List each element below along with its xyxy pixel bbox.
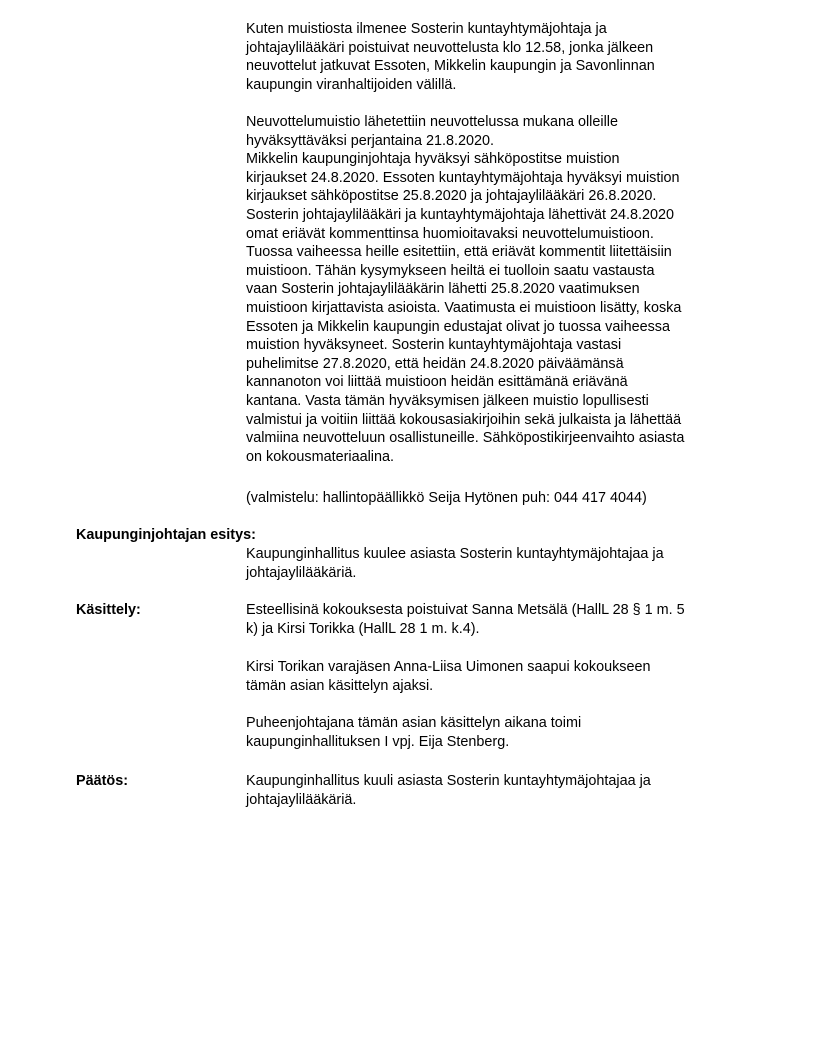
decision-text	[246, 772, 746, 809]
text-line: valmiina neuvotteluun osallistuneille. Sähköpostikirjeenvaihto asiasta	[246, 430, 685, 447]
intro-paragraph-1	[246, 20, 746, 94]
text-line: hyväksyttäväksi perjantaina 21.8.2020.	[246, 132, 494, 149]
handling-paragraph-1	[246, 601, 746, 638]
text-line: Essoten ja Mikkelin kaupungin edustajat olivat jo tuossa vaiheessa	[246, 318, 670, 335]
text-line: kaupunginhallituksen I vpj. Eija Stenberg.	[246, 733, 510, 750]
proposal-text	[246, 545, 746, 582]
text-line: Esteellisinä kokouksesta poistuivat Sanna Metsälä (HallL 28 § 1 m. 5	[246, 602, 685, 618]
text-line: neuvottelut jatkuvat Essoten, Mikkelin kaupungin ja Savonlinnan	[246, 58, 655, 75]
text-line: Kaupunginhallitus kuulee asiasta Sosterin kuntayhtymäjohtajaa ja	[246, 546, 664, 562]
text-line: omat eriävät kommenttinsa huomioitavaksi neuvottelumuistioon.	[246, 225, 654, 242]
text-line: Mikkelin kaupunginjohtaja hyväksyi sähköpostitse muistion	[246, 151, 620, 168]
text-line: k) ja Kirsi Torikka (HallL 28 1 m. k.4).	[246, 620, 480, 637]
text-line: kirjaukset 24.8.2020. Essoten kuntayhtymäjohtaja hyväksyi muistion	[246, 169, 680, 186]
text-line: Tuossa vaiheessa heille esitettiin, että eriävät kommentit liitettäisiin	[246, 244, 672, 261]
text-line: on kokousmateriaalina.	[246, 448, 394, 465]
text-line: kaupungin viranhaltijoiden välillä.	[246, 76, 457, 93]
text-line: Kuten muistiosta ilmenee Sosterin kuntayhtymäjohtaja ja	[246, 21, 607, 37]
handling-paragraph-2	[246, 658, 746, 695]
text-line: vaan Sosterin johtajaylilääkärin lähetti 25.8.2020 vaatimuksen	[246, 281, 640, 298]
text-line: muistioon. Tähän kysymykseen heiltä ei tuolloin saatu vastausta	[246, 262, 655, 279]
text-line: johtajaylilääkäriä.	[246, 564, 357, 581]
text-line: kirjaukset sähköpostitse 25.8.2020 ja johtajaylilääkäri 26.8.2020.	[246, 188, 657, 205]
handling-heading: Käsittely:	[76, 602, 141, 618]
text-line: valmistui ja voitiin liittää kokousasiakirjoihin sekä julkaista ja lähettää	[246, 411, 682, 428]
text-line: Sosterin johtajaylilääkäri ja kuntayhtymäjohtaja lähettivät 24.8.2020	[246, 206, 674, 223]
text-line: kantana. Vasta tämän hyväksymisen jälkeen muistio lopullisesti	[246, 392, 649, 409]
handling-paragraph-3	[246, 714, 746, 751]
text-line: muistion hyväksyneet. Sosterin kuntayhtymäjohtaja vastasi	[246, 337, 622, 354]
decision-heading: Päätös:	[76, 773, 128, 789]
text-line: (valmistelu: hallintopäällikkö Seija Hytönen puh: 044 417 4044)	[246, 490, 647, 506]
text-line: puhelimitse 27.8.2020, että heidän 24.8.2020 päiväämänsä	[246, 355, 624, 372]
intro-paragraph-2	[246, 113, 746, 466]
text-line: Puheenjohtajana tämän asian käsittelyn aikana toimi	[246, 715, 582, 731]
text-line: tämän asian käsittelyn ajaksi.	[246, 677, 434, 694]
text-line: kannanoton voi liittää muistioon heidän esittämänä eriävänä	[246, 374, 628, 391]
text-line: johtajaylilääkäriä.	[246, 791, 357, 808]
text-line: johtajaylilääkäri poistuivat neuvottelusta klo 12.58, jonka jälkeen	[246, 39, 654, 56]
text-line: muistioon kirjattavista asioista. Vaatimusta ei muistioon lisätty, koska	[246, 299, 682, 316]
text-line: Kirsi Torikan varajäsen Anna-Liisa Uimonen saapui kokoukseen	[246, 659, 651, 675]
proposal-heading: Kaupunginjohtajan esitys:	[76, 527, 256, 543]
text-line: Kaupunginhallitus kuuli asiasta Sosterin kuntayhtymäjohtajaa ja	[246, 773, 651, 789]
text-line: Neuvottelumuistio lähetettiin neuvottelussa mukana olleille	[246, 114, 618, 130]
preparer-note	[246, 489, 746, 508]
